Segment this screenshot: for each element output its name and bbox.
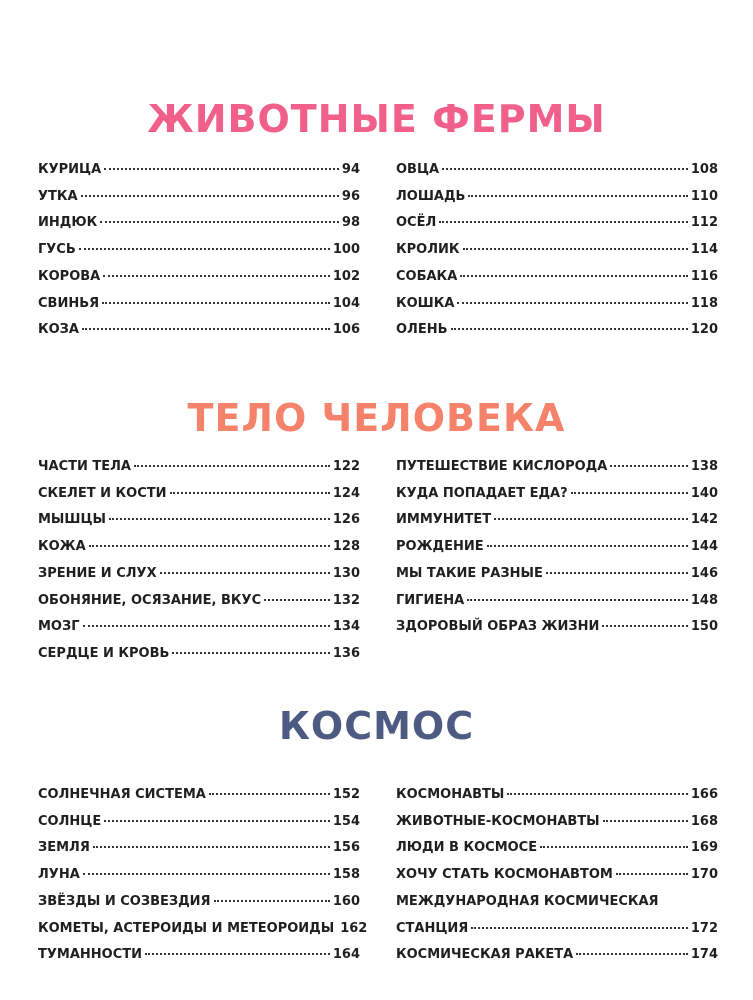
dot-leader [104,168,339,170]
dot-leader [540,846,688,848]
toc-entry-page-number: 116 [690,268,718,284]
toc-entry-title: МЫШЦЫ [38,512,106,528]
dot-leader [507,793,687,795]
toc-entry-page-number: 152 [332,787,360,802]
dot-leader [494,518,688,520]
dot-leader [603,820,688,822]
dot-leader [457,302,687,304]
dot-leader [82,328,330,330]
dot-leader [471,927,688,929]
toc-entry [396,593,718,613]
dot-leader [451,328,688,330]
toc-entry-title: ЖИВОТНЫЕ-КОСМОНАВТЫ [396,813,600,829]
dot-leader [79,248,330,250]
toc-entry-title: ЛОШАДЬ [396,188,466,204]
toc-entry [396,814,718,834]
toc-entry [396,539,718,559]
toc-entry-page-number: 106 [332,322,360,338]
toc-entry-title: ОБОНЯНИЕ, ОСЯЗАНИЕ, ВКУС [38,592,262,608]
toc-entry-page-number: 160 [332,893,360,909]
toc-entry-title: КОСМИЧЕСКАЯ РАКЕТА [396,947,574,963]
toc-entry [396,619,718,639]
toc-entry-title: МЕЖДУНАРОДНАЯ КОСМИЧЕСКАЯ [396,893,659,909]
toc-entry-page-number: 96 [341,188,360,204]
toc-entry-title: СОБАКА [396,268,458,284]
toc-entry [38,162,360,182]
toc-entry-page-number: 142 [690,512,718,528]
dot-leader [468,195,687,197]
toc-entry [38,920,368,941]
toc-entry [38,619,360,639]
dot-leader [487,545,688,547]
dot-leader [571,492,688,494]
dot-leader [463,248,688,250]
toc-entry [38,459,360,479]
toc-entry-title: СОЛНЕЧНАЯ СИСТЕМА [38,787,206,802]
dot-leader [103,275,330,277]
section-title-space: КОСМОС [278,704,475,748]
toc-entry-page-number: 102 [332,268,360,284]
dot-leader [172,652,329,654]
toc-entry-title: ОСЁЛ [396,215,437,231]
toc-entry [38,646,360,666]
toc-entry [396,269,718,289]
dot-leader [442,168,688,170]
dot-leader [93,846,330,848]
toc-entry-title: СТАНЦИЯ [396,920,469,936]
toc-entry [38,269,360,289]
toc-entry [396,162,718,182]
toc-entry-page-number: 150 [690,619,718,635]
toc-entry-title: СОЛНЦЕ [38,813,102,829]
toc-entry-title: СВИНЬЯ [38,295,100,311]
toc-entry [396,242,718,262]
toc-entry-title: КОЗА [38,322,79,338]
dot-leader [209,793,330,795]
dot-leader [546,572,688,574]
toc-entry-title: ХОЧУ СТАТЬ КОСМОНАВТОМ [396,867,613,883]
toc-entry-title: КРОЛИК [396,242,460,258]
toc-entry [396,787,718,807]
toc-entry [396,947,718,967]
toc-entry [38,242,360,262]
toc-entry-page-number: 164 [332,947,360,963]
dot-leader [616,873,688,875]
toc-entry-page-number: 162 [340,920,368,936]
toc-entry-title: ЛЮДИ В КОСМОСЕ [396,840,538,856]
toc-entry [396,867,718,887]
toc-entry [396,215,718,235]
toc-entry [396,894,718,914]
toc-entry [38,947,360,967]
toc-entry-title: ЗЕМЛЯ [38,840,90,856]
toc-entry [38,296,360,316]
dot-leader [100,221,339,223]
toc-entry [38,215,360,235]
toc-entry-title: ЗВЁЗДЫ И СОЗВЕЗДИЯ [38,893,211,909]
section-title-farm-animals: ЖИВОТНЫЕ ФЕРМЫ [147,97,606,141]
toc-entry [396,512,718,532]
toc-entry-page-number: 154 [332,813,360,829]
toc-entry-title: ПУТЕШЕСТВИЕ КИСЛОРОДА [396,459,608,474]
toc-entry [38,512,360,532]
dot-leader [109,518,330,520]
toc-entry-page-number: 108 [690,162,718,177]
toc-entry-page-number: 156 [332,840,360,856]
toc-entry-title: УТКА [38,188,78,204]
toc-entry [396,486,718,506]
dot-leader [214,900,330,902]
toc-entry-title: ЗРЕНИЕ И СЛУХ [38,565,157,581]
toc-entry-page-number: 100 [332,242,360,258]
toc-entry [396,189,718,209]
toc-entry [396,921,718,941]
toc-entry [396,459,718,479]
dot-leader [460,275,688,277]
toc-entry-title: СКЕЛЕТ И КОСТИ [38,485,167,501]
toc-entry [38,539,360,559]
toc-entry-page-number: 110 [690,188,718,204]
toc-entry-page-number: 174 [690,947,718,963]
toc-entry-title: КОМЕТЫ, АСТЕРОИДЫ И МЕТЕОРОИДЫ [38,920,335,936]
toc-entry-page-number: 112 [690,215,718,231]
toc-entry-title: КОСМОНАВТЫ [396,787,505,802]
toc-entry-title: МЫ ТАКИЕ РАЗНЫЕ [396,565,543,581]
toc-entry [396,322,718,342]
toc-entry-page-number: 168 [690,813,718,829]
toc-entry-page-number: 118 [690,295,718,311]
dot-leader [83,625,330,627]
toc-entry-title: РОЖДЕНИЕ [396,539,484,555]
dot-leader [264,599,330,601]
toc-entry-page-number: 158 [332,867,360,883]
toc-entry-title: КОЖА [38,539,86,555]
toc-entry-page-number: 172 [690,920,718,936]
toc-entry-page-number: 144 [690,539,718,555]
dot-leader [145,953,330,955]
toc-entry-title: ИММУНИТЕТ [396,512,492,528]
toc-entry-page-number: 140 [690,485,718,501]
toc-entry-page-number: 132 [332,592,360,608]
dot-leader [89,545,330,547]
toc-entry-title: ГУСЬ [38,242,76,258]
dot-leader [439,221,688,223]
toc-entry [38,814,360,834]
dot-leader [170,492,330,494]
toc-entry-title: ОВЦА [396,162,440,177]
toc-entry-page-number: 146 [690,565,718,581]
toc-entry-page-number: 130 [332,565,360,581]
dot-leader [160,572,330,574]
toc-entry-page-number: 122 [332,459,360,474]
dot-leader [610,465,688,467]
toc-entry-title: КОРОВА [38,268,101,284]
dot-leader [102,302,330,304]
toc-entry-page-number: 114 [690,242,718,258]
toc-entry-page-number: 166 [690,787,718,802]
dot-leader [83,873,330,875]
dot-leader [602,625,688,627]
toc-entry-title: ГИГИЕНА [396,592,465,608]
toc-entry [38,486,360,506]
toc-entry [38,787,360,807]
toc-entry-page-number: 126 [332,512,360,528]
toc-entry-title: СЕРДЦЕ И КРОВЬ [38,645,170,661]
toc-entry-page-number: 148 [690,592,718,608]
toc-entry-page-number: 170 [690,867,718,883]
toc-entry [396,840,718,860]
toc-entry-page-number: 128 [332,539,360,555]
toc-entry-page-number: 104 [332,295,360,311]
toc-entry-page-number: 134 [332,619,360,635]
toc-entry-title: МОЗГ [38,619,80,635]
dot-leader [134,465,330,467]
toc-entry-title: ИНДЮК [38,215,98,231]
toc-entry-title: ЗДОРОВЫЙ ОБРАЗ ЖИЗНИ [396,619,600,635]
toc-entry [396,566,718,586]
toc-entry [38,840,360,860]
toc-entry [396,296,718,316]
toc-entry-page-number: 98 [341,215,360,231]
toc-entry [38,566,360,586]
section-title-human-body: ТЕЛО ЧЕЛОВЕКА [187,396,566,440]
dot-leader [467,599,688,601]
toc-entry-page-number: 124 [332,485,360,501]
dot-leader [104,820,330,822]
toc-entry-page-number: 169 [690,840,718,856]
toc-entry [38,189,360,209]
toc-entry-page-number: 94 [341,162,360,177]
toc-entry [38,894,360,914]
toc-entry [38,322,360,342]
dot-leader [81,195,339,197]
toc-entry-page-number: 120 [690,322,718,338]
toc-entry-title: КУРИЦА [38,162,102,177]
toc-entry-title: ЛУНА [38,867,80,883]
toc-entry-title: ТУМАННОСТИ [38,947,142,963]
toc-entry [38,867,360,887]
dot-leader [576,953,688,955]
toc-entry-page-number: 136 [332,645,360,661]
toc-entry-title: КОШКА [396,295,455,311]
toc-entry-title: ЧАСТИ ТЕЛА [38,459,131,474]
toc-entry-title: ОЛЕНЬ [396,322,448,338]
toc-entry-page-number: 138 [690,459,718,474]
toc-entry [38,593,360,613]
toc-entry-title: КУДА ПОПАДАЕТ ЕДА? [396,485,568,501]
